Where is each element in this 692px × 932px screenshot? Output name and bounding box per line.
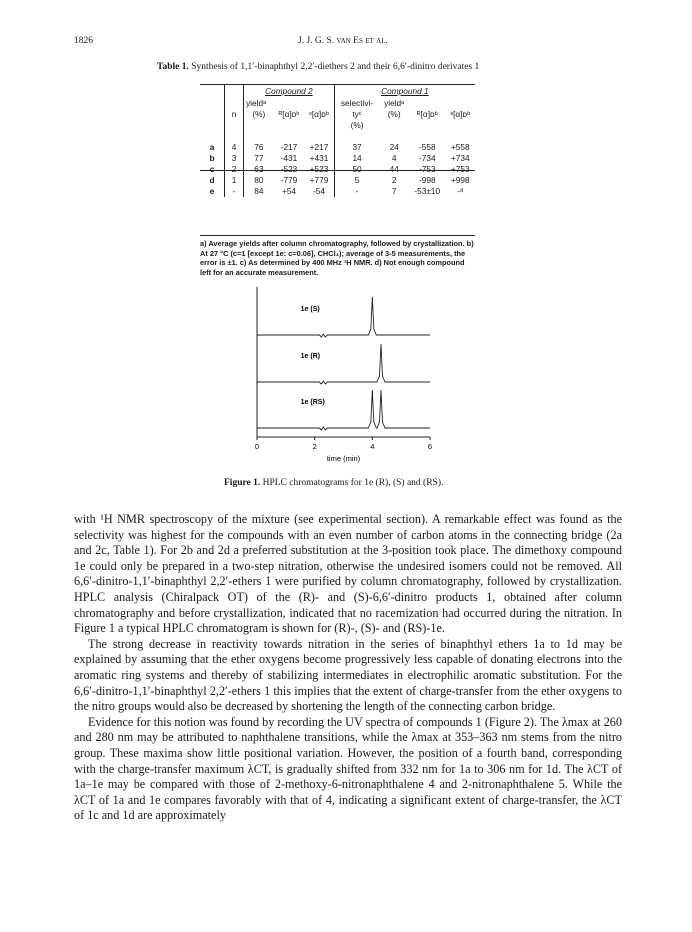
row-label: b xyxy=(209,153,215,163)
table-cell: 3 xyxy=(225,153,244,164)
table-cell: -431 xyxy=(280,153,298,163)
table-cell: -734 xyxy=(418,153,436,163)
table-cell: +431 xyxy=(309,153,329,163)
row-label: d xyxy=(209,175,215,185)
table-cell: 1 xyxy=(225,175,244,186)
table-cell: 77 xyxy=(244,153,274,164)
figure-caption xyxy=(224,478,443,488)
col-yield2: yieldᵃ xyxy=(244,98,274,109)
table-caption-text: Synthesis of 1,1′-binaphthyl 2,2′-diethers 2 and their 6,6′-dinitro derivates 1 xyxy=(191,62,480,72)
x-tick-label: 0 xyxy=(254,442,260,451)
table-cell: +753 xyxy=(450,164,470,174)
col-yield1-unit: (%) xyxy=(387,109,401,119)
hplc-chromatogram xyxy=(240,285,450,465)
table-cell: - xyxy=(334,186,379,197)
table-cell: +998 xyxy=(450,175,470,185)
x-tick-label: 6 xyxy=(427,442,433,451)
table-bottom-rule xyxy=(200,235,475,236)
table-cell: 44 xyxy=(389,164,399,174)
table-cell: -ᵈ xyxy=(457,186,464,196)
table-cell: 63 xyxy=(244,164,274,175)
table-cell: -998 xyxy=(418,175,436,185)
running-title: J. J. G. S. van Es et al. xyxy=(298,36,388,46)
row-label: c xyxy=(209,164,215,174)
table-cell: -54 xyxy=(312,186,325,196)
table-cell: -753 xyxy=(418,164,436,174)
table-cell: 2 xyxy=(225,164,244,175)
figure-caption-text: HPLC chromatograms for 1e (R), (S) and (RS). xyxy=(262,478,444,488)
col-n: n xyxy=(225,109,244,120)
col-yield1: yieldᵃ xyxy=(384,98,405,108)
table-cell: 76 xyxy=(244,138,274,153)
col-s-alpha-2: ˢ[α]ᴅᵇ xyxy=(309,109,329,119)
table-cell: 7 xyxy=(391,186,397,196)
group-compound2: Compound 2 xyxy=(265,85,313,96)
body-paragraph-2: The strong decrease in reactivity towards nitration in the series of binaphthyl ethers 1a to 1d may be explained by assuming that the ether oxygens become progressively less capable of donating electrons into the aromatic ring systems and thereby of stabilizing intermediates in electrophilic aromatic substitution. For the 6,6′-dinitro-1,1′-binaphthyl 2,2′-ethers 1 this implies that the extent of charge-transfer from the ether oxygens to the nitro groups would also be decreased by shortening the length of the connecting carbon bridge. xyxy=(74,636,622,714)
table-cell: +523 xyxy=(309,164,329,174)
trace-line xyxy=(257,390,430,430)
table-cell: 80 xyxy=(244,175,274,186)
col-r-alpha-2: ᴿ[α]ᴅᵇ xyxy=(278,109,300,119)
table-cell: +558 xyxy=(450,142,470,152)
table-caption-label: Table 1. xyxy=(157,62,189,72)
col-selectivity-2: tyᶜ xyxy=(334,109,379,120)
table-cell: 14 xyxy=(334,153,379,164)
figure-caption-label: Figure 1. xyxy=(224,478,261,488)
trace-label: 1e (RS) xyxy=(300,399,325,406)
table-cell: -217 xyxy=(280,142,298,152)
trace-line xyxy=(257,344,430,384)
table-cell: 2 xyxy=(391,175,397,185)
table-cell: 5 xyxy=(334,175,379,186)
table-cell: +734 xyxy=(450,153,470,163)
x-tick-label: 2 xyxy=(312,442,317,451)
body-paragraph-3: Evidence for this notion was found by recording the UV spectra of compounds 1 (Figure 2). The λmax at 260 and 280 nm may be attributed to naphthalene transitions, while the λmax at 353–363 nm stems from the nitro group. These maxima show little positional variation. However, the position of a fourth band, corresponding with the charge-transfer maximum λCT, is gradually shifted from 332 nm for 1a to 306 nm for 1d. The λCT of 1a–1e may be compared with those of 2-methoxy-6-nitronaphthalene 4 and 2-nitronaphthalene 5. While the λCT of 1a and 1e compares favorably with that of 4, indicating a significant extent of charge-transfer, the λCT of 1c and 1d are approximately xyxy=(74,714,622,823)
table-cell: +779 xyxy=(309,175,329,185)
col-s-alpha-1: ˢ[α]ᴅᵇ xyxy=(450,109,471,119)
table-1 xyxy=(200,84,475,197)
trace-label: 1e (R) xyxy=(300,353,321,360)
table-row xyxy=(200,164,475,175)
x-tick-label: 4 xyxy=(370,442,375,451)
body-paragraph-1: with ¹H NMR spectroscopy of the mixture (see experimental section). A remarkable effect was found as the selectivity was highest for the compounds with an even number of carbon atoms in the connecting bridge (2a and 2c, Table 1). For 2b and 2d a preferred substitution at the 3-position took place. The dimethoxy compound 1e could only be prepared in a two-step nitration, otherwise the undesired isomers could not be removed. All 6,6′-dinitro-1,1′-binaphthyl 2,2′-ethers 1 were purified by column chromatography, followed by crystallization. HPLC analysis (Chiralpack OT) of the (R)- and (S)-6,6′-dinitro products 1, obtained after column chromatography and before crystallization, indicated that no racemization had occurred during the nitration. In Figure 1 a typical HPLC chromatogram is shown for (R)-, (S)- and (RS)-1e. xyxy=(74,512,622,636)
table-cell: +217 xyxy=(309,142,329,152)
group-compound1: Compound 1 xyxy=(381,85,429,96)
col-selectivity: selectivi- xyxy=(334,98,379,109)
table-cell: +54 xyxy=(281,186,297,196)
table-cell: 4 xyxy=(391,153,397,163)
table-caption xyxy=(157,62,479,72)
table-cell: 50 xyxy=(334,164,379,175)
table-cell: 84 xyxy=(244,186,274,197)
table-row xyxy=(200,138,475,153)
table-cell: -558 xyxy=(418,142,436,152)
col-r-alpha-1: ᴿ[α]ᴅᵇ xyxy=(416,109,438,119)
trace-label: 1e (S) xyxy=(300,306,320,313)
col-selectivity-3: (%) xyxy=(334,120,379,138)
table-footnote: a) Average yields after column chromatography, followed by crystallization. b) At 27 °C (c=1 [except 1e: c=0.06], CHCl₃); average of 3-5 measurements, the error is ±1. c) As determined by 400 MHz ¹H NMR. d) Not enough compound left for an accurate measurement. xyxy=(200,239,474,277)
page-number: 1826 xyxy=(74,36,93,46)
x-axis-label: time (min) xyxy=(326,454,361,463)
table-cell: -523 xyxy=(280,164,298,174)
table-row xyxy=(200,186,475,197)
row-label: a xyxy=(209,142,215,152)
col-yield2-unit: (%) xyxy=(244,109,274,120)
table-cell: -779 xyxy=(280,175,298,185)
table-cell: 37 xyxy=(334,138,379,153)
trace-line xyxy=(257,297,430,337)
table-row xyxy=(200,175,475,186)
body-text xyxy=(74,512,622,824)
table-cell: - xyxy=(225,186,244,197)
row-label: e xyxy=(209,186,215,196)
table-row xyxy=(200,153,475,164)
table-cell: -53±10 xyxy=(414,186,441,196)
table-cell: 4 xyxy=(225,138,244,153)
table-cell: 24 xyxy=(389,142,399,152)
